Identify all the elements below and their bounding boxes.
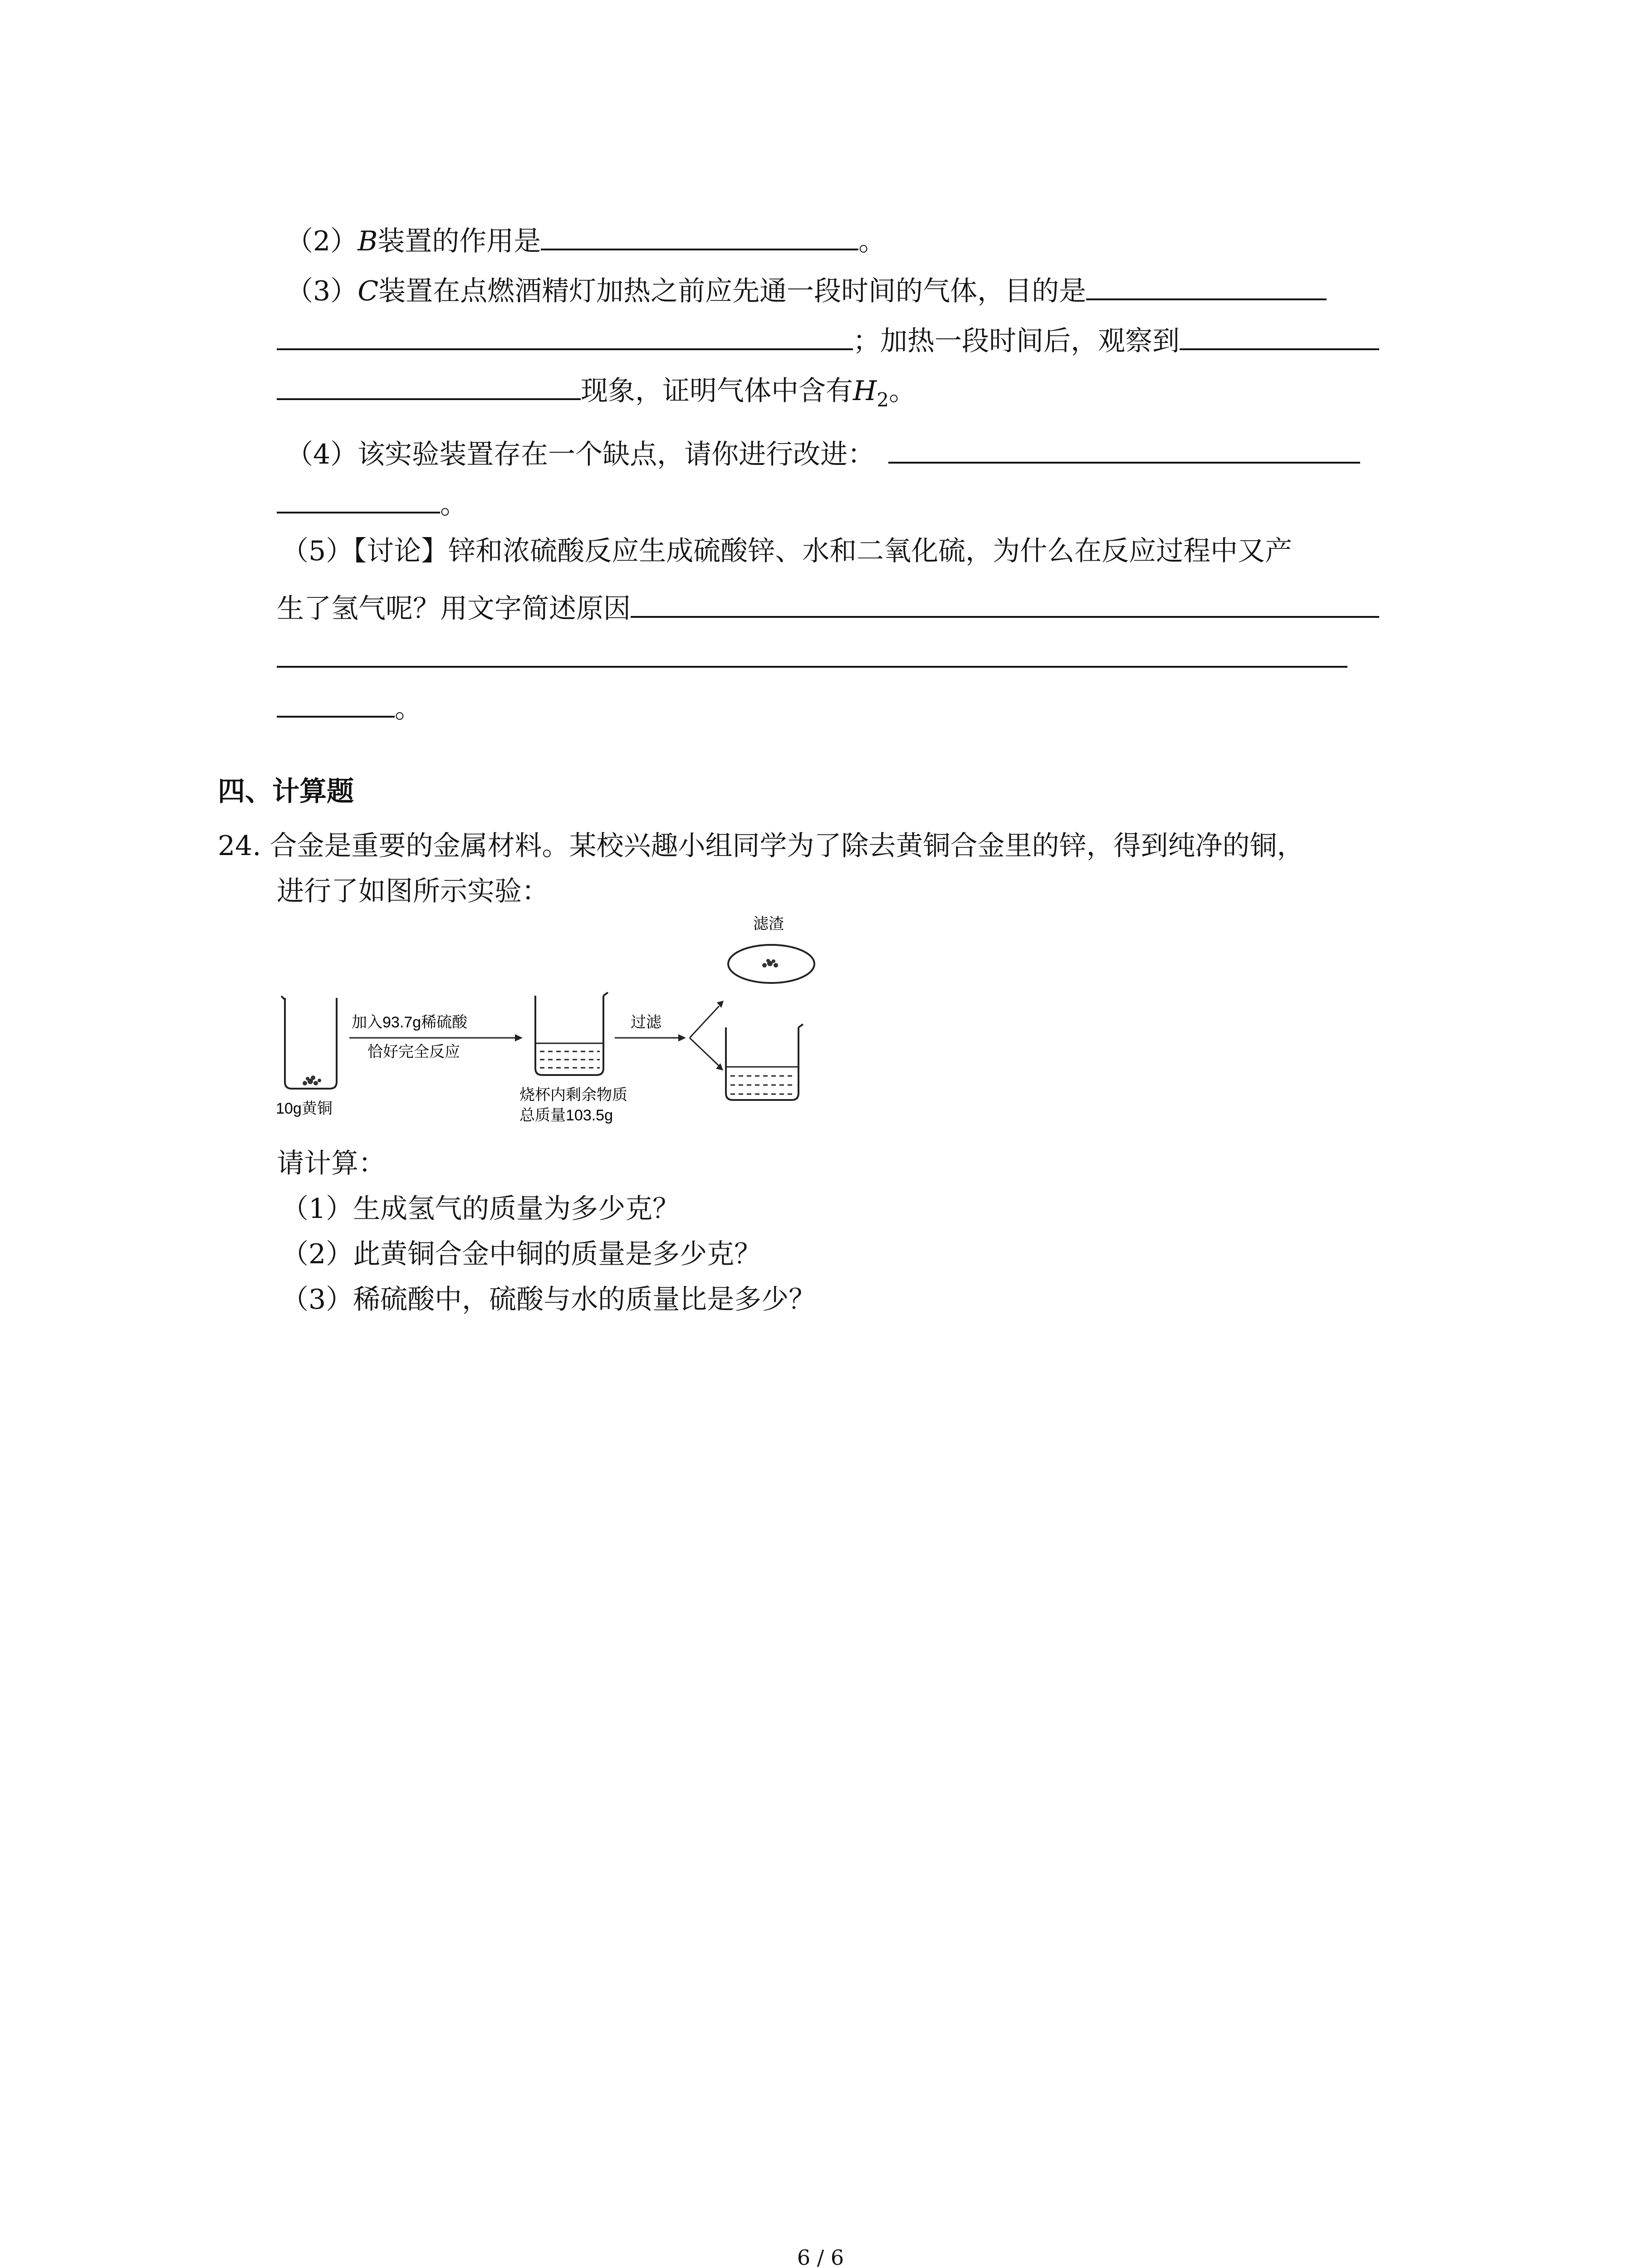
answer-blank[interactable]: [277, 318, 853, 350]
answer-blank[interactable]: [1086, 268, 1327, 300]
arrow-1-head: [515, 1034, 523, 1041]
q23-part3-line1: （3）C装置在点燃酒精灯加热之前应先通一段时间的气体，目的是: [286, 268, 1327, 312]
beaker-3: [726, 1024, 803, 1100]
page-number: 6 / 6: [797, 2245, 844, 2268]
experiment-figure: [272, 907, 839, 1161]
answer-blank[interactable]: [631, 585, 1379, 618]
split-arrow-down: [690, 1038, 719, 1066]
answer-blank[interactable]: [277, 481, 440, 513]
q23-part3-line2: ；加热一段时间后，观察到: [277, 318, 1379, 362]
q23-part4-line1: （4）该实验装置存在一个缺点，请你进行改进：: [286, 431, 1360, 475]
answer-blank[interactable]: [1180, 318, 1379, 350]
beaker1-label: 10g黄铜: [276, 1100, 333, 1117]
residue-solids: [762, 959, 778, 968]
q24-sub1: （1）生成氢气的质量为多少克？: [281, 1193, 680, 1225]
arrow-2-head: [678, 1034, 686, 1041]
arrow1-top-label: 加入93.7g稀硫酸: [352, 1014, 468, 1031]
brass-pieces: [303, 1075, 321, 1085]
answer-blank[interactable]: [277, 635, 1347, 668]
answer-blank[interactable]: [541, 218, 858, 250]
filter-label: 过滤: [631, 1014, 661, 1031]
section-title: 四、计算题: [218, 776, 354, 807]
arrow1-bottom-label: 恰好完全反应: [367, 1043, 460, 1061]
q23-part2: （2）B装置的作用是 。: [286, 218, 886, 262]
beaker2-label-1: 烧杯内剩余物质: [519, 1086, 627, 1104]
q23-part5-line1: （5）【讨论】锌和浓硫酸反应生成硫酸锌、水和二氧化硫，为什么在反应过程中又产: [281, 535, 1293, 567]
q24-sub2: （2）此黄铜合金中铜的质量是多少克？: [281, 1238, 762, 1270]
q23-part3-line3: 现象，证明气体中含有$H_2$。: [277, 367, 916, 420]
answer-blank[interactable]: [888, 431, 1360, 464]
residue-label: 滤渣: [753, 915, 784, 933]
beaker2-label-2: 总质量103.5g: [519, 1107, 613, 1124]
beaker-2: [535, 992, 608, 1075]
beaker-1: [281, 996, 337, 1089]
answer-blank[interactable]: [277, 685, 395, 718]
q23-part5-line4: 。: [277, 685, 422, 729]
answer-blank[interactable]: [277, 367, 581, 400]
split-arrow-up: [690, 1006, 719, 1038]
q24-line1: 24. 合金是重要的金属材料。某校兴趣小组同学为了除去黄铜合金里的锌，得到纯净的铜，: [218, 830, 1304, 862]
q23-part5-line2: 生了氢气呢？用文字简述原因: [277, 585, 1379, 629]
q23-part5-line3: [277, 635, 1347, 679]
q24-line2: 进行了如图所示实验：: [277, 875, 549, 907]
q23-part4-line2: 。: [277, 481, 467, 525]
q24-ask: 请计算：: [277, 1148, 386, 1179]
q24-sub3: （3）稀硫酸中，硫酸与水的质量比是多少？: [281, 1284, 816, 1315]
